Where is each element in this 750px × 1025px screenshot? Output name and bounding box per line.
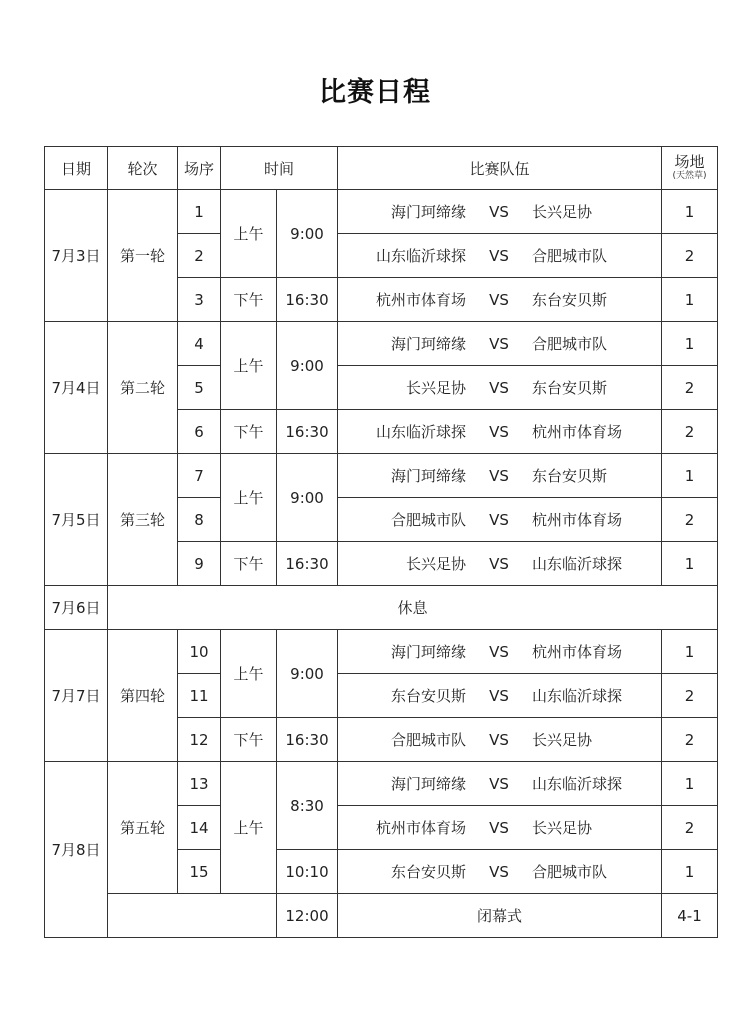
away-team: 山东临沂球探 [532,687,623,705]
away-team: 东台安贝斯 [532,467,608,485]
date-cell: 7月5日 [45,454,108,586]
match-no-cell: 10 [178,630,221,674]
page-title: 比赛日程 [319,77,431,108]
header-venue-note: (天然草) [672,171,707,181]
period-cell: 上午 [221,454,277,542]
table-row [45,762,718,806]
period-cell: 下午 [221,278,277,322]
match-no-cell: 8 [178,498,221,542]
home-team: 杭州市体育场 [376,291,467,309]
home-team: 杭州市体育场 [376,819,467,837]
table-row [45,190,718,234]
match-no-cell: 5 [178,366,221,410]
time-cell: 8:30 [277,762,338,850]
match-teams-cell [338,278,662,322]
vs-label: VS [489,466,509,485]
home-team: 山东临沂球探 [376,247,467,265]
match-teams-cell [338,630,662,674]
round-cell: 第一轮 [108,190,178,322]
venue-cell: 1 [662,278,718,322]
match-teams-cell [338,718,662,762]
match-teams-cell [338,190,662,234]
away-team: 杭州市体育场 [532,643,623,661]
header-time: 时间 [221,147,338,190]
vs-label: VS [489,510,509,529]
venue-cell: 2 [662,498,718,542]
header-teams: 比赛队伍 [338,147,662,190]
match-teams-cell [338,542,662,586]
away-team: 东台安贝斯 [532,379,608,397]
home-team: 长兴足协 [406,379,467,397]
match-teams-cell [338,454,662,498]
date-cell: 7月8日 [45,762,108,938]
home-team: 海门珂缔缘 [391,203,467,221]
header-match-no: 场序 [178,147,221,190]
time-cell: 16:30 [277,410,338,454]
venue-cell: 2 [662,410,718,454]
time-cell: 16:30 [277,718,338,762]
venue-cell: 1 [662,850,718,894]
venue-cell: 1 [662,454,718,498]
home-team: 海门珂缔缘 [391,643,467,661]
match-teams-cell [338,498,662,542]
header-venue [662,147,718,190]
date-cell: 7月3日 [45,190,108,322]
time-cell: 9:00 [277,630,338,718]
match-no-cell: 7 [178,454,221,498]
round-cell: 第五轮 [108,762,178,894]
match-no-cell: 6 [178,410,221,454]
away-team: 合肥城市队 [532,863,608,881]
header-venue-label: 场地 [674,153,705,171]
match-teams-cell [338,806,662,850]
match-no-cell: 1 [178,190,221,234]
vs-label: VS [489,774,509,793]
time-cell: 16:30 [277,278,338,322]
match-teams-cell [338,234,662,278]
away-team: 长兴足协 [532,731,593,749]
table-row [45,322,718,366]
away-team: 长兴足协 [532,819,593,837]
period-cell: 下午 [221,542,277,586]
match-teams-cell [338,410,662,454]
venue-cell: 1 [662,630,718,674]
venue-cell: 2 [662,718,718,762]
venue-cell: 1 [662,542,718,586]
vs-label: VS [489,334,509,353]
date-cell: 7月4日 [45,322,108,454]
vs-label: VS [489,290,509,309]
away-team: 山东临沂球探 [532,555,623,573]
rest-cell: 休息 [108,586,718,630]
match-teams-cell [338,674,662,718]
away-team: 杭州市体育场 [532,511,623,529]
match-teams-cell [338,322,662,366]
vs-label: VS [489,378,509,397]
period-cell: 上午 [221,190,277,278]
match-no-cell: 4 [178,322,221,366]
match-no-cell: 14 [178,806,221,850]
time-cell: 9:00 [277,454,338,542]
venue-cell: 2 [662,806,718,850]
venue-cell: 1 [662,190,718,234]
round-cell: 第四轮 [108,630,178,762]
period-cell: 下午 [221,410,277,454]
closing-event-cell: 闭幕式 [338,894,662,938]
home-team: 东台安贝斯 [391,687,467,705]
period-cell: 下午 [221,718,277,762]
table-row [45,586,718,630]
venue-cell: 1 [662,322,718,366]
match-no-cell: 11 [178,674,221,718]
vs-label: VS [489,642,509,661]
home-team: 海门珂缔缘 [391,335,467,353]
match-teams-cell [338,762,662,806]
time-cell: 10:10 [277,850,338,894]
vs-label: VS [489,862,509,881]
match-no-cell: 15 [178,850,221,894]
table-header-row [45,147,718,190]
away-team: 长兴足协 [532,203,593,221]
home-team: 山东临沂球探 [376,423,467,441]
home-team: 海门珂缔缘 [391,467,467,485]
vs-label: VS [489,686,509,705]
match-no-cell: 9 [178,542,221,586]
venue-cell: 1 [662,762,718,806]
away-team: 合肥城市队 [532,247,608,265]
time-cell: 9:00 [277,322,338,410]
vs-label: VS [489,246,509,265]
vs-label: VS [489,818,509,837]
match-no-cell: 3 [178,278,221,322]
time-cell: 9:00 [277,190,338,278]
table-row [45,454,718,498]
date-cell: 7月7日 [45,630,108,762]
home-team: 合肥城市队 [391,731,467,749]
date-cell: 7月6日 [45,586,108,630]
round-cell: 第三轮 [108,454,178,586]
period-cell: 上午 [221,762,277,894]
home-team: 长兴足协 [406,555,467,573]
match-no-cell: 12 [178,718,221,762]
vs-label: VS [489,422,509,441]
time-cell: 16:30 [277,542,338,586]
away-team: 合肥城市队 [532,335,608,353]
venue-cell: 4-1 [662,894,718,938]
venue-cell: 2 [662,234,718,278]
home-team: 合肥城市队 [391,511,467,529]
schedule-table [44,146,718,938]
header-round: 轮次 [108,147,178,190]
empty-cell [108,894,277,938]
home-team: 东台安贝斯 [391,863,467,881]
vs-label: VS [489,202,509,221]
vs-label: VS [489,554,509,573]
period-cell: 上午 [221,322,277,410]
period-cell: 上午 [221,630,277,718]
table-row [45,630,718,674]
header-date: 日期 [45,147,108,190]
venue-cell: 2 [662,674,718,718]
time-cell: 12:00 [277,894,338,938]
vs-label: VS [489,730,509,749]
table-row [45,894,718,938]
home-team: 海门珂缔缘 [391,775,467,793]
match-no-cell: 2 [178,234,221,278]
away-team: 杭州市体育场 [532,423,623,441]
venue-cell: 2 [662,366,718,410]
match-no-cell: 13 [178,762,221,806]
match-teams-cell [338,850,662,894]
round-cell: 第二轮 [108,322,178,454]
away-team: 山东临沂球探 [532,775,623,793]
match-teams-cell [338,366,662,410]
away-team: 东台安贝斯 [532,291,608,309]
